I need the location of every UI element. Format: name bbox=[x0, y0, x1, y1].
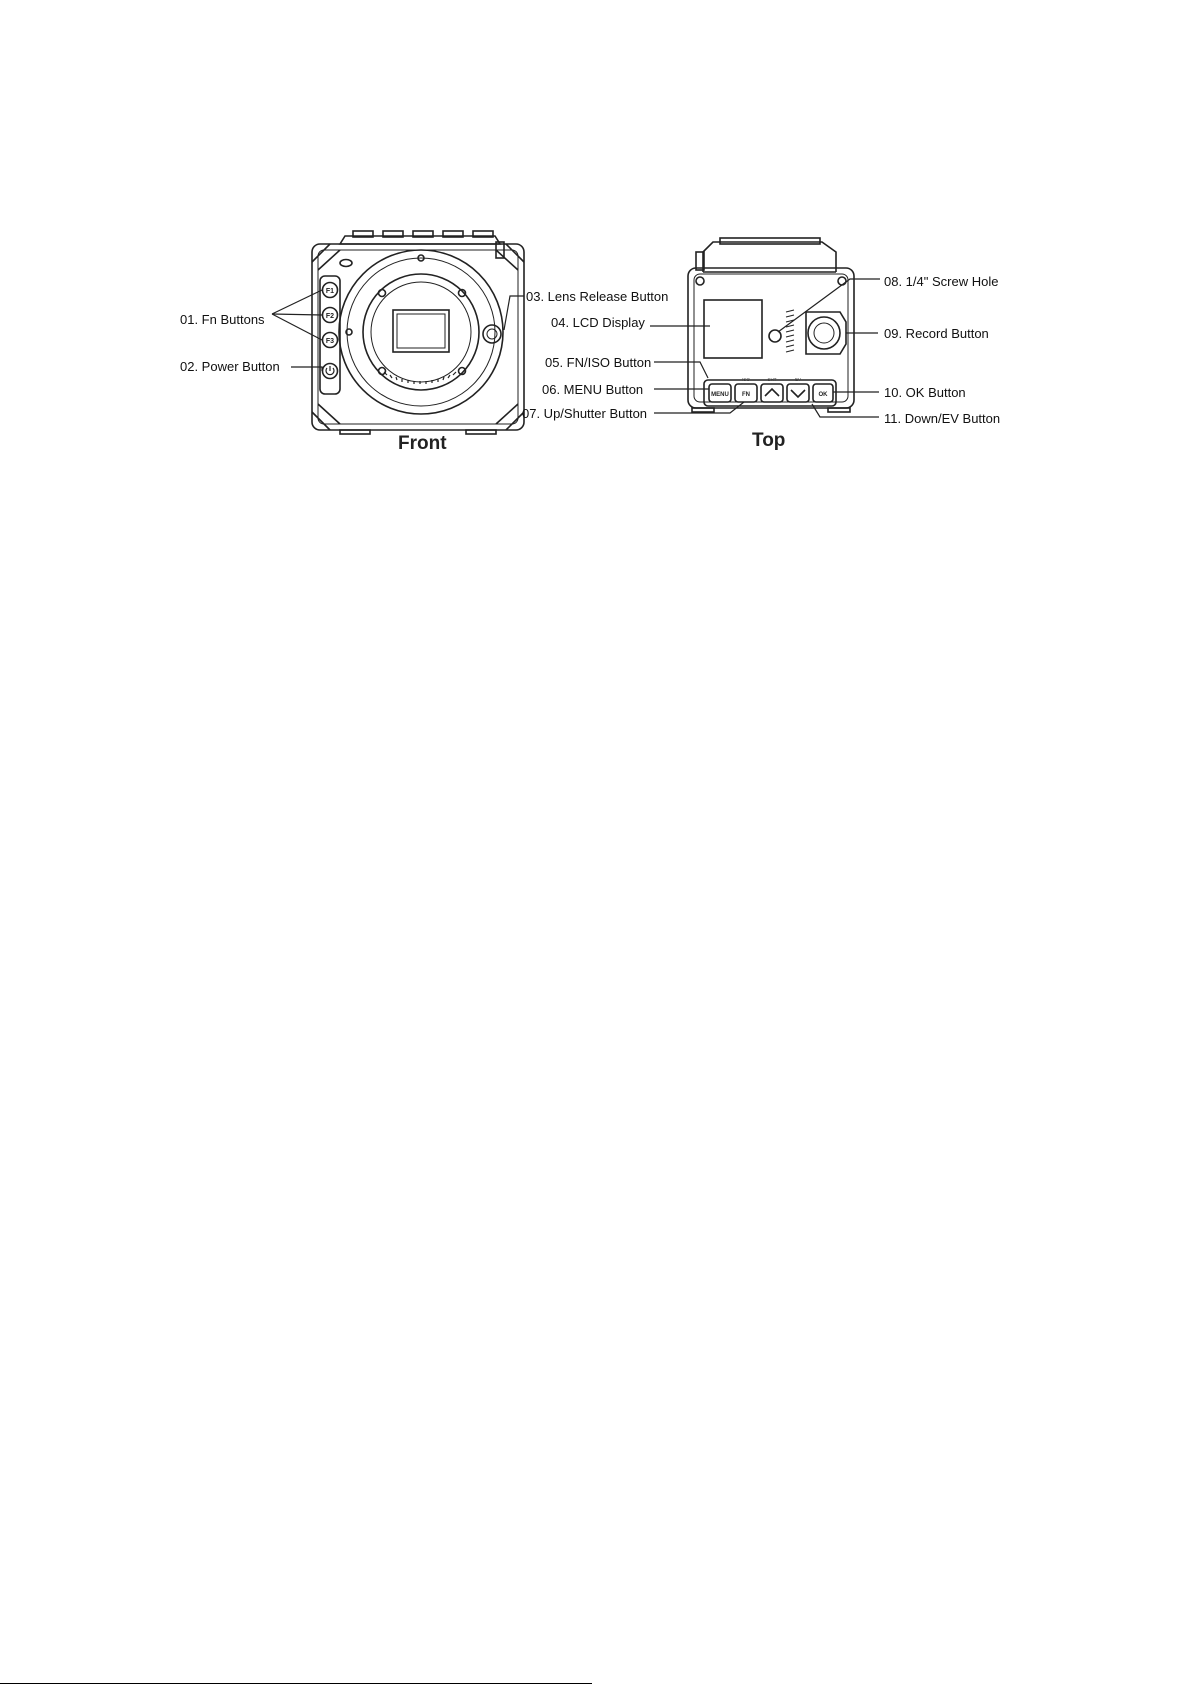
callout-up-shutter: 07. Up/Shutter Button bbox=[522, 406, 648, 421]
lens-mount-inner bbox=[363, 274, 479, 390]
top-view-title: Top bbox=[752, 430, 786, 451]
f1-key-label: F1 bbox=[325, 288, 335, 295]
lcd-display-shape bbox=[704, 300, 762, 358]
callout-lens-release: 03. Lens Release Button bbox=[526, 289, 669, 304]
front-corner-bl bbox=[312, 404, 340, 430]
front-view-title: Front bbox=[398, 433, 447, 454]
front-corner-tr bbox=[496, 244, 524, 270]
shutter-sublabel: SHT bbox=[767, 377, 777, 382]
callout-lcd-display: 04. LCD Display bbox=[551, 315, 645, 330]
mount-contacts bbox=[384, 372, 456, 384]
callout-record-button: 09. Record Button bbox=[884, 326, 989, 341]
callout-fn-iso: 05. FN/ISO Button bbox=[545, 355, 652, 370]
front-corner-tl bbox=[312, 244, 340, 270]
image-sensor bbox=[393, 310, 449, 352]
record-knurl bbox=[786, 310, 794, 352]
callout-fn-buttons: 01. Fn Buttons bbox=[180, 312, 265, 327]
footer-rule bbox=[0, 1683, 592, 1684]
fn-key-label: FN bbox=[742, 392, 750, 398]
front-body bbox=[312, 244, 524, 430]
down-key bbox=[787, 384, 809, 402]
record-button-shape bbox=[808, 317, 840, 349]
front-corner-br bbox=[496, 404, 524, 430]
menu-key-label: MENU bbox=[711, 392, 729, 398]
callout-power-button: 02. Power Button bbox=[180, 359, 280, 374]
ok-key-label: OK bbox=[818, 392, 828, 398]
callout-ok-button: 10. OK Button bbox=[884, 385, 966, 400]
up-key bbox=[761, 384, 783, 402]
f2-key-label: F2 bbox=[325, 313, 335, 320]
front-leader-lines bbox=[272, 290, 524, 371]
top-leader-lines bbox=[650, 279, 880, 417]
top-view-camera bbox=[688, 238, 854, 412]
lens-release-button-shape bbox=[483, 325, 501, 343]
callout-menu-button: 06. MENU Button bbox=[542, 382, 644, 397]
callout-down-ev: 11. Down/EV Button bbox=[884, 411, 1001, 426]
f3-key-label: F3 bbox=[325, 338, 335, 345]
ev-sublabel: EV bbox=[794, 377, 802, 382]
front-view-camera bbox=[312, 231, 524, 434]
callout-screw-hole: 08. 1/4" Screw Hole bbox=[884, 274, 999, 289]
iso-sublabel: ISO bbox=[742, 377, 750, 382]
top-body bbox=[688, 268, 854, 408]
